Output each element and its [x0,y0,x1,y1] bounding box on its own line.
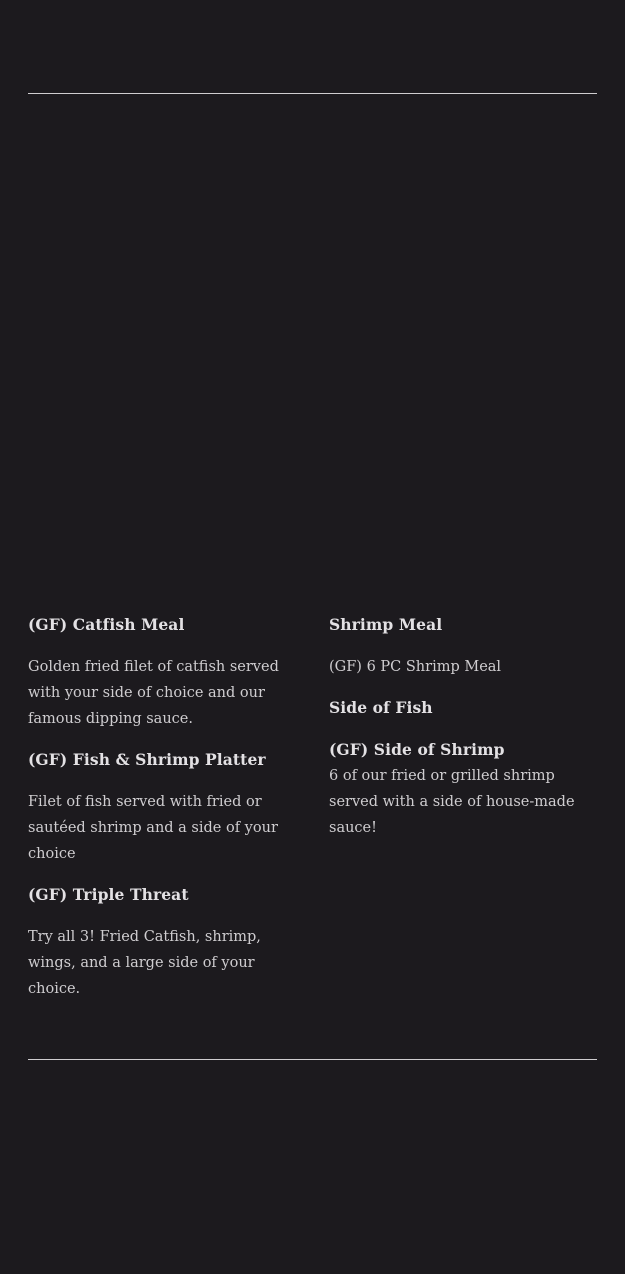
menu-item-title: (GF) Catfish Meal [28,615,185,634]
menu-item-catfish-meal [28,612,290,732]
menu-item-fish-shrimp-platter [28,747,290,867]
menu-item-description: (GF) 6 PC Shrimp Meal [329,659,502,675]
menu-item-description: Try all 3! Fried Catfish, shrimp, wings, and a large side of your choice. [28,929,261,997]
menu-column-right [329,612,597,841]
menu-item-description: Golden fried filet of catfish served with your side of choice and our famous dipping sauce. [28,659,279,727]
top-divider [28,93,597,94]
menu-item-description: 6 of our fried or grilled shrimp served with a side of house-made sauce! [329,768,575,836]
menu-item-title: (GF) Side of Shrimp [329,740,505,759]
menu-item-shrimp-meal [329,612,597,680]
menu-item-description: Filet of fish served with fried or sautéed shrimp and a side of your choice [28,794,278,862]
menu-item-side-of-fish [329,695,597,721]
menu-item-side-of-shrimp [329,737,597,841]
menu-item-triple-threat [28,882,290,1002]
menu-item-title: Shrimp Meal [329,615,443,634]
menu-item-title: Side of Fish [329,698,433,717]
bottom-divider [28,1059,597,1060]
menu-item-title: (GF) Fish & Shrimp Platter [28,750,266,769]
menu-column-left [28,612,290,1002]
menu-item-title: (GF) Triple Threat [28,885,189,904]
